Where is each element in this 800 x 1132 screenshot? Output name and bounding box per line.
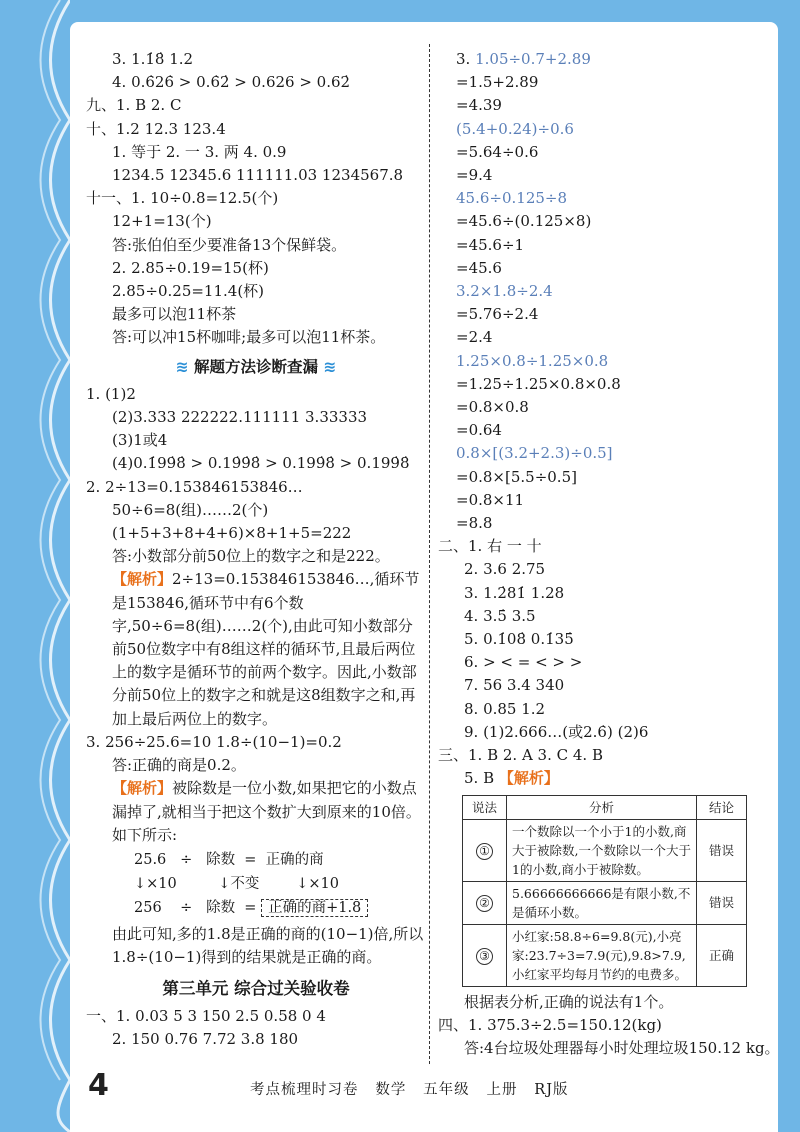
table-header: 分析 [507,795,697,819]
answer-line [438,48,783,71]
answer-line: 十一、1. 10÷0.8=12.5(个) [86,189,279,208]
answer-line: 答:4台垃圾处理器每小时处理垃圾150.12 kg。 [464,1038,780,1057]
answer-line [438,767,783,790]
division-flow-diagram [134,849,426,921]
answer-line: 最多可以泡11杯茶 [112,305,237,324]
answer-line: =5.76÷2.4 [456,305,539,324]
analysis-tag: 【解析】 [112,570,173,589]
section-title-text: 解题方法诊断查漏 [193,357,318,376]
answer-line: 6. > < = < > > [464,653,583,672]
answer-line: 1234.5 12345.6 111111.03 1234567.8 [112,166,404,185]
answer-line: 9. (1)2.666…(或2.6̇) (2)6 [464,722,649,741]
answer-line: =1.5+2.89 [456,73,539,92]
answer-line: (1+5+3+8+4+6)×8+1+5=222 [112,524,352,543]
table-header: 说法 [463,795,507,819]
flow-text: 256 ÷ 除数 = [134,899,257,916]
table-cell: 5.66666666666是有限小数,不是循环小数。 [507,881,697,924]
analysis-paragraph [86,777,426,847]
page-footer [84,1068,774,1112]
table-cell: 错误 [697,881,747,924]
item-number: 3. [456,50,471,68]
table-cell: 小红家:58.8÷6=9.8(元),小亮家:23.7÷3=7.9(元),9.8>7.9,小红家平均每月节约的电费多。 [507,924,697,986]
expression: 1.25×0.8÷1.25×0.8 [456,351,609,370]
flow-row: ↓×10 ↓不变 ↓×10 [134,875,340,892]
answer-line: 答:张伯伯至少要准备13个保鲜袋。 [112,235,347,254]
unit-title: 第三单元 综合过关验收卷 [162,979,350,999]
answer-line: 2. 3.6 2.75 [464,560,546,579]
analysis-table [462,795,747,987]
answer-line: 4. 0.6̇26̇ > 0.6̇2̇ > 0.626 > 0.62̇ [112,73,351,92]
answer-line: 答:小数部分前50位上的数字之和是222。 [112,547,390,566]
answer-line: =2.4 [456,328,493,347]
expression: 1.05÷0.7+2.89 [475,50,591,68]
answer-line: =45.6 [456,258,502,277]
answer-line: 50÷6=8(组)……2(个) [112,500,269,519]
item-answer: 5. B [464,769,495,788]
circled-number: ① [476,843,493,860]
analysis-paragraph [86,568,426,730]
answer-line: 7. 56 3.4 340 [464,676,565,695]
answer-line: =1.25÷1.25×0.8×0.8 [456,374,621,393]
answer-line: =0.8×11 [456,490,525,509]
answer-line: 3. 256÷25.6=10 1.8÷(10−1)=0.2 [86,732,342,751]
table-cell [463,924,507,986]
circled-number: ③ [476,948,493,965]
analysis-tag: 【解析】 [498,769,559,788]
answer-line: 2. 2÷13=0.153846153846… [86,477,303,496]
answer-line: 1. (1)2 [86,384,136,403]
table-row [463,924,747,986]
table-cell: 正确 [697,924,747,986]
answer-line: (2)3.333 222222.111111 3.33333 [112,408,368,427]
table-cell: 错误 [697,819,747,881]
answer-line: 5. 0.1̇08̇ 0.1̇35̇ [464,630,574,649]
answer-line: 四、1. 375.3÷2.5=150.12(kg) [438,1015,662,1034]
answer-line: 十、1.2 12.3 123.4 [86,119,226,138]
expression: 0.8×[(3.2+2.3)÷0.5] [456,444,613,463]
answer-line: =0.8×0.8 [456,398,529,417]
answer-line: 8. 0.85 1.2 [464,699,546,718]
flow-row [134,897,426,921]
answer-line: 三、1. B 2. A 3. C 4. B [438,746,603,765]
answer-line: =0.8×[5.5÷0.5] [456,467,577,486]
table-cell [463,881,507,924]
answer-line: 2. 150 0.76 7.72 3.8 180 [112,1029,299,1048]
footer-text: 考点梳理时习卷 数学 五年级 上册 RJ版 [250,1082,569,1098]
column-divider [429,44,430,1064]
answer-line: =5.64÷0.6 [456,142,539,161]
expression: 45.6÷0.125÷8 [456,189,568,208]
answer-line: =45.6÷1 [456,235,525,254]
page-number: 4 [88,1068,109,1103]
dashed-box: 正确的商+1.8 [261,899,368,917]
answer-line: 根据表分析,正确的说法有1个。 [464,992,674,1011]
answer-line: 3. 1.1̇8̇ 1.2 [112,50,194,68]
table-header-row [463,795,747,819]
answer-line: 4. 3.5̇ 3.5 [464,606,536,625]
answer-line: 由此可知,多的1.8是正确的商的(10−1)倍,所以1.8÷(10−1)得到的结果就是正确的商。 [112,924,424,967]
answer-line: 1. 等于 2. 一 3. 两 4. 0.9 [112,142,287,161]
expression: 3.2×1.8÷2.4 [456,282,553,301]
left-column [86,48,426,1051]
answer-line: =0.64 [456,421,502,440]
analysis-text: 被除数是一位小数,如果把它的小数点漏掉了,就相当于把这个数扩大到原来的10倍。如下所示: [112,779,421,844]
answer-line: 二、1. 右 一 十 [438,537,542,556]
answer-line: 2. 2.85÷0.19=15(杯) [112,258,269,277]
answer-line: =9.4 [456,166,493,185]
answer-line: 一、1. 0.03 5 3 150 2.5 0.58 0 4 [86,1006,326,1025]
wave-icon: ≋ [175,357,189,376]
table-cell [463,819,507,881]
answer-line: (3)1或4 [112,431,168,450]
table-row [463,881,747,924]
table-row [463,819,747,881]
wave-icon: ≋ [323,357,337,376]
analysis-text: 2÷13=0.153846153846…,循环节是153846,循环节中有6个数字,50÷6=8(组)……2(个),由此可知小数部分前50位数字中有8组这样的循环节,且最后两位上的数字是循环节的前两个数字。因此,小数部分前50位上的数字之和就是这8组数字之和,再加上最后两位上的数字。 [112,570,420,728]
answer-line: =4.39 [456,96,502,115]
answer-line: =8.8 [456,514,493,533]
circled-number: ② [476,895,493,912]
wave-border-decoration [24,0,70,1132]
flow-row: 25.6 ÷ 除数 = 正确的商 [134,851,324,868]
answer-line: 3. 1.2̇81̇ 1.28 [464,583,565,602]
section-title [86,356,426,379]
answer-line: 2.85÷0.25=11.4(杯) [112,282,265,301]
answer-line: 答:正确的商是0.2。 [112,756,246,775]
expression: (5.4+0.24)÷0.6 [456,119,574,138]
answer-line: 答:可以冲15杯咖啡;最多可以泡11杯茶。 [112,328,386,347]
answer-line: 九、1. B 2. C [86,96,182,115]
answer-line: =45.6÷(0.125×8) [456,212,592,231]
answer-line: (4)0.1̇99̇8̇ > 0.19̇9̇8̇ > 0.199̇8̇ > 0.199̇8̇ [112,454,410,473]
analysis-tag: 【解析】 [112,779,173,798]
table-header: 结论 [697,795,747,819]
answer-line: 12+1=13(个) [112,212,212,231]
table-cell: 一个数除以一个小于1的小数,商大于被除数,一个数除以一个大于1的小数,商小于被除数。 [507,819,697,881]
right-column [438,48,783,1060]
